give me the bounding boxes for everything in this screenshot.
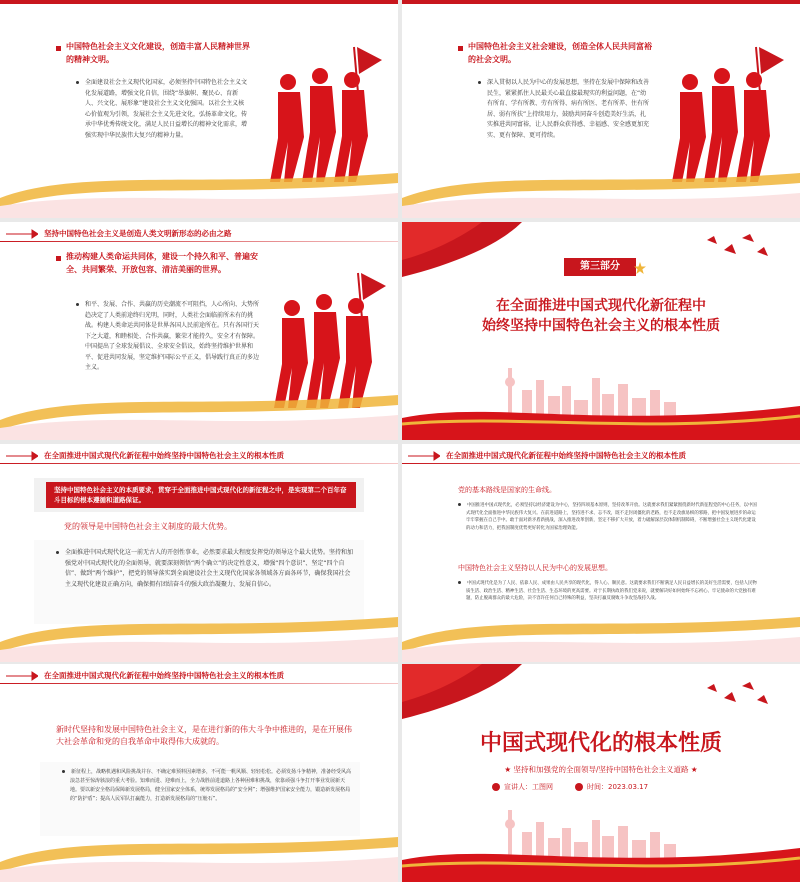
- top-banner-strip: [402, 0, 800, 4]
- section-heading-1: 党的基本路线是国家的生命线。: [458, 486, 556, 494]
- part-label: 第三部分: [564, 258, 636, 276]
- body-text: 和平、发展、合作、共赢的历史潮流不可阻挡，人心所向、大势所趋决定了人类前途终归光明，同时，人类社会面临前所未有的挑战。构建人类命运共同体是世界各国人民前途所在。只有各国行天下之大道，和睦相处、合作共赢，繁荣才能持久，安全才有保障。中国提出了全球发展倡议、全球安全倡议，始终坚持维护世界和平、促进共同发展，坚定维护国际公平正义，倡导践行真正的多边主义。: [85, 301, 260, 371]
- slide-3[interactable]: [0, 222, 398, 440]
- slide-1[interactable]: [0, 0, 398, 218]
- list-dot: [76, 81, 79, 84]
- section-heading: 中国特色社会主义社会建设，创造全体人民共同富裕的社会文明。: [468, 42, 652, 64]
- section-body: [56, 548, 356, 590]
- header-arrow-icon: [6, 228, 38, 240]
- header-title: 在全面推进中国式现代化新征程中始终坚持中国特色社会主义的根本性质: [44, 670, 284, 680]
- header-arrow-icon: [6, 450, 38, 462]
- slide-8-title-cover[interactable]: [402, 664, 800, 882]
- section-heading-2: 中国特色社会主义坚持以人民为中心的发展思想。: [458, 564, 612, 572]
- star-icon-right: ★: [688, 765, 698, 774]
- slide-header: [0, 664, 398, 686]
- list-dot: [458, 503, 461, 506]
- slide-header: [402, 444, 800, 466]
- star-icon-left: ★: [504, 765, 514, 774]
- bullet-square: [56, 256, 61, 261]
- section-heading: 新时代坚持和发展中国特色社会主义，是在进行新的伟大斗争中推进的，是在开展伟大社会革命和党的自我革命中取得伟大成就的。: [56, 725, 352, 746]
- gold-ribbon-decoration: [402, 158, 800, 218]
- header-arrow-icon: [408, 450, 440, 462]
- subtitle-text: 坚持和加强党的全面领导/坚持中国特色社会主义道路: [513, 765, 689, 774]
- section-heading: 党的领导是中国特色社会主义制度的最大优势。: [64, 522, 232, 531]
- slide-header: [0, 222, 398, 244]
- bullet-square: [458, 46, 463, 51]
- gold-ribbon-decoration: [0, 158, 398, 218]
- section-body: [478, 78, 650, 141]
- section-heading: 中国特色社会主义文化建设，创造丰富人民精神世界的精神文明。: [66, 42, 250, 64]
- city-skyline-decoration: [402, 360, 800, 440]
- slide-header: [0, 444, 398, 466]
- doves-icon: [702, 678, 772, 712]
- header-divider: [402, 463, 800, 464]
- speaker: 宣讲人：工图网: [492, 782, 553, 792]
- header-divider: [0, 463, 398, 464]
- body-text: 中国推进中国式现代化，必须坚持以经济建设为中心，坚持四项基本原则，坚持改革开放。这就要求我们紧紧围绕新时代新征程党的中心任务，以中国式现代化全面推进中华民族伟大复兴。在前进道路上，坚持进不求、志不改，既不走封闭僵化的老路，也不走改旗易帜的邪路，把中国发展进步的命运牢牢掌握在自己手中。敢于面对新矛盾新挑战，深入推进改革创新，坚定不移扩大开放，着力破解深层次体制机制障碍，不断增强社会主义现代化建设的动力和活力，把我国制度优势更好转化为国家治理效能。: [466, 503, 757, 531]
- section-heading: 推动构建人类命运共同体，建设一个持久和平、普遍安全、共同繁荣、开放包容、清洁美丽的世界。: [66, 252, 258, 274]
- header-divider: [0, 683, 398, 684]
- header-title: 在全面推进中国式现代化新征程中始终坚持中国特色社会主义的根本性质: [44, 450, 284, 460]
- section-title-line1: 在全面推进中国式现代化新征程中: [496, 298, 706, 314]
- body-text: 中国式现代化是为了人民、依靠人民、成果由人民共享的现代化，得人心、顺民意。这就要求我们不断满足人民日益增长的美好生活需要，包括人民物质生活、政治生活、精神生活、社会生活、生态环境的更高需要。对于长期执政的我们党来说，就要解决好如何始终不忘初心、牢记使命的大党独有难题，防止脱离群众的最大危险，决不容许任何自己特殊的利益，坚决打赢反腐败斗争攻坚战持久战。: [466, 581, 757, 601]
- section-body: [62, 768, 354, 804]
- body-text: 新征程上，战略机遇和风险挑战并存、不确定难预料因素增多，不可能一帆风顺、轻轻松松。必须发扬斗争精神，准备经受风高浪急甚至惊涛骇浪的重大考验。知难而进、迎难而上，全力战胜前进道路上各种困难和挑战，依靠顽强斗争打开事业发展新天地。要以新安全格局保障新发展格局，健全国家安全体系，统筹发展格局的“安全网”；增强维护国家安全能力，锻造新发展格局的“防护盾”；提高人民军队打赢能力，打造新发展格局的“压舱石”。: [70, 769, 352, 802]
- list-dot: [458, 581, 461, 584]
- body-text: 全面建设社会主义现代化国家，必须坚持中国特色社会主义文化发展道路，增强文化自信，围绕“举旗帜、聚民心、育新人、兴文化、展形象”建设社会主义文化强国。以社会主义核心价值观为引领，发展社会主义先进文化，弘扬革命文化，传承中华优秀传统文化，满足人民日益增长的精神文化需求，增强实现中华民族伟大复兴的精神力量。: [85, 79, 248, 139]
- meta-row: [492, 782, 648, 792]
- header-title: 在全面推进中国式现代化新征程中始终坚持中国特色社会主义的根本性质: [446, 450, 686, 460]
- gold-ribbon-decoration: [0, 380, 398, 440]
- section-body-1: [458, 502, 758, 532]
- slide-5[interactable]: [0, 444, 398, 662]
- header-title: 坚持中国特色社会主义是创造人类文明新形态的必由之路: [44, 228, 232, 238]
- section-body: [76, 78, 248, 141]
- main-title: 中国式现代化的根本性质: [479, 731, 722, 756]
- summary-banner: 坚持中国特色社会主义的本质要求，贯穿于全面推进中国式现代化的新征程之中，是实现第二个百年奋斗目标的根本遵循和道路保证。: [46, 482, 356, 508]
- slide-4-section-cover[interactable]: [402, 222, 800, 440]
- slide-2[interactable]: [402, 0, 800, 218]
- gold-ribbon-decoration: [0, 602, 398, 662]
- clock-icon: [575, 783, 583, 791]
- star-icon: [634, 262, 646, 274]
- section-title-line2: 始终坚持中国特色社会主义的根本性质: [482, 318, 720, 334]
- list-dot: [76, 303, 79, 306]
- list-dot: [56, 551, 59, 554]
- body-text: 全面推进中国式现代化这一前无古人的开创性事业，必然要求最大程度发挥党的领导这个最大优势。坚持和加强党对中国式现代化的全面领导，就要深刻领悟“两个确立”的决定性意义，增强“四个意识”、坚定“四个自信”、做到“两个维护”，把党的领导落实到全面建设社会主义现代化国家各领域各方面各环节，确保我国社会主义现代化建设正确方向，确保拥有团结奋斗的强大政治凝聚力、发展自信心。: [65, 549, 354, 588]
- bullet-square: [56, 46, 61, 51]
- body-text: 深入贯彻以人民为中心的发展思想，坚持在发展中保障和改善民生，紧紧抓住人民最关心最直接最现实的利益问题，在“幼有所育、学有所教、劳有所得、病有所医、老有所养、住有所居、弱有所扶”上持续用力，鼓励共同奋斗创造美好生活，扎实推进共同富裕，让人民群众获得感、幸福感、安全感更加充实、更有保障、更可持续。: [487, 79, 650, 139]
- slide-6[interactable]: [402, 444, 800, 662]
- subtitle: [402, 764, 800, 776]
- date: 时间：2023.03.17: [575, 782, 648, 792]
- list-dot: [62, 770, 65, 773]
- section-body: [76, 300, 260, 374]
- header-arrow-icon: [6, 670, 38, 682]
- list-dot: [478, 81, 481, 84]
- gold-ribbon-decoration: [402, 602, 800, 662]
- top-banner-strip: [0, 0, 398, 4]
- header-divider: [0, 241, 398, 242]
- slide-7[interactable]: [0, 664, 398, 882]
- user-icon: [492, 783, 500, 791]
- section-body-2: [458, 580, 758, 603]
- city-skyline-decoration: [402, 802, 800, 882]
- gold-ribbon-decoration: [0, 822, 398, 882]
- doves-icon: [702, 230, 772, 264]
